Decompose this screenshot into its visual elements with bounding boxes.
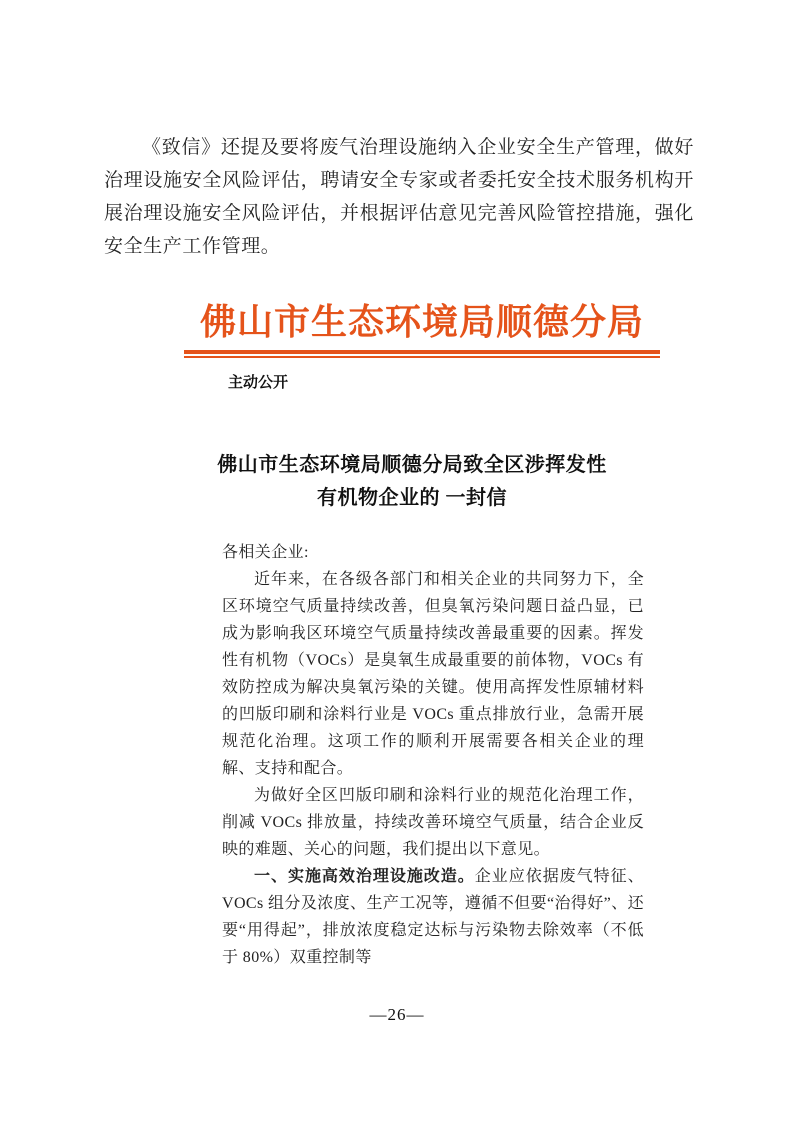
letter-body: [222, 539, 644, 971]
agency-name: 佛山市生态环境局顺德分局: [199, 302, 644, 342]
letter-item-1-body: 企业应依据废气特征、VOCs 组分及浓度、生产工况等，遵循不但要“治得好”、还要“用得起”，排放浓度稳定达标与污染物去除效率（不低于 80%）双重控制等: [222, 868, 644, 966]
letter-item-1-heading: 一、实施高效治理设施改造。: [254, 868, 475, 885]
page-number: —26—: [369, 1005, 425, 1024]
letter-item-1: [222, 863, 644, 971]
banner-divider-rule: [184, 350, 660, 358]
intro-paragraph: 《致信》还提及要将废气治理设施纳入企业安全生产管理，做好治理设施安全风险评估，聘请安全专家或者委托安全技术服务机构开展治理设施安全风险评估，并根据评估意见完善风险管控措施，强化安全生产工作管理。: [104, 137, 694, 257]
letter-paragraph-1: 近年来，在各级各部门和相关企业的共同努力下，全区环境空气质量持续改善，但臭氧污染问题日益凸显，已成为影响我区环境空气质量持续改善最重要的因素。挥发性有机物（VOCs）是臭氧生成最重要的前体物，VOCs 有效防控成为解决臭氧污染的关键。使用高挥发性原辅材料的凹版印刷和涂料行业是 VOCs 重点排放行业，急需开展规范化治理。这项工作的顺利开展需要各相关企业的理解、支持和配合。: [222, 571, 644, 777]
disclosure-label: 主动公开: [228, 374, 289, 391]
letter-paragraph-2: 为做好全区凹版印刷和涂料行业的规范化治理工作，削减 VOCs 排放量，持续改善环境空气质量，结合企业反映的难题、关心的问题，我们提出以下意见。: [222, 787, 644, 858]
letter-title-line2: 有机物企业的 一封信: [317, 487, 507, 509]
divider-thin-line: [184, 356, 660, 358]
divider-thick-line: [184, 350, 660, 354]
letter-title: [157, 449, 667, 515]
agency-letterhead-banner: [184, 297, 660, 392]
letter-title-line1: 佛山市生态环境局顺德分局致全区涉挥发性: [217, 454, 607, 476]
letter-salutation: 各相关企业:: [222, 544, 309, 561]
